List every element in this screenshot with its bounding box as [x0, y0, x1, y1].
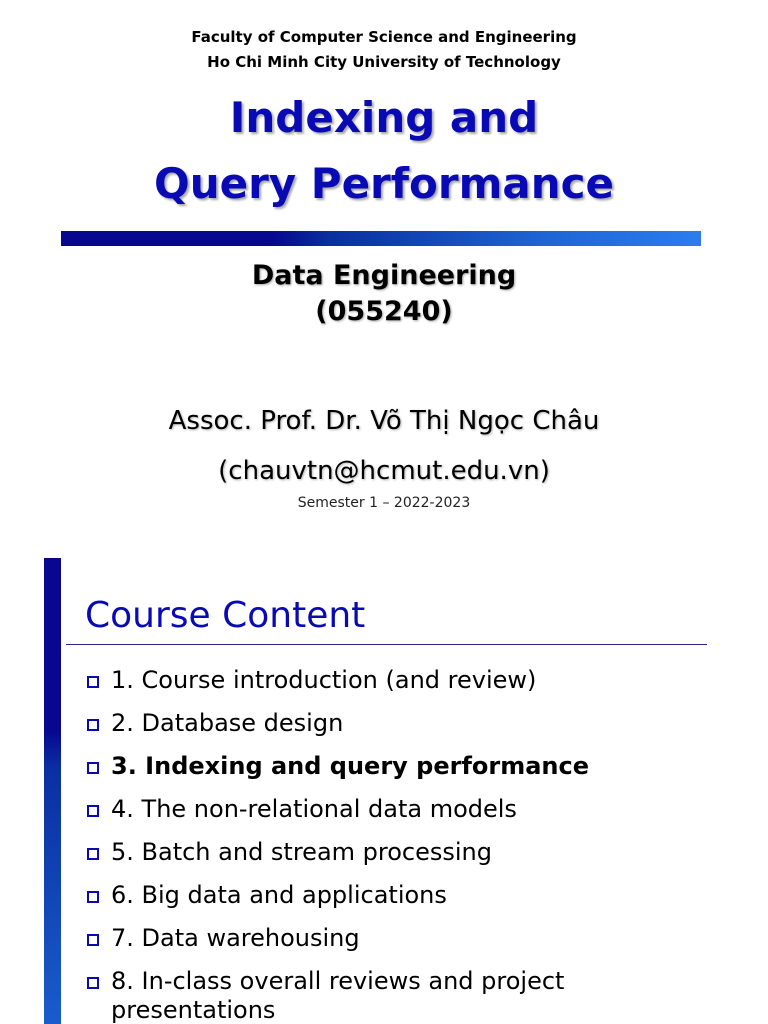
course-content-slide	[0, 558, 768, 1024]
hollow-square-icon	[87, 762, 99, 774]
presentation-title	[0, 85, 768, 217]
list-item-label: 5. Batch and stream processing	[111, 838, 492, 866]
hollow-square-icon	[87, 676, 99, 688]
list-item	[87, 709, 727, 752]
university-name: Ho Chi Minh City University of Technology	[207, 53, 561, 71]
hollow-square-icon	[87, 719, 99, 731]
title-divider-bar	[61, 231, 701, 246]
title-underline	[66, 644, 707, 645]
hollow-square-icon	[87, 891, 99, 903]
list-item-current	[87, 752, 727, 795]
list-item-label: 6. Big data and applications	[111, 881, 447, 909]
list-item	[87, 967, 727, 1024]
list-item-label: 7. Data warehousing	[111, 924, 360, 952]
author-email: (chauvtn@hcmut.edu.vn)	[218, 456, 550, 486]
hollow-square-icon	[87, 977, 99, 989]
list-item	[87, 881, 727, 924]
title-line-2: Query Performance	[153, 159, 614, 208]
faculty-name: Faculty of Computer Science and Engineering	[191, 28, 577, 46]
slide-accent-bar	[44, 558, 61, 1024]
course-name	[0, 258, 768, 330]
hollow-square-icon	[87, 848, 99, 860]
hollow-square-icon	[87, 934, 99, 946]
list-item-label: 4. The non-relational data models	[111, 795, 517, 823]
author-name: Assoc. Prof. Dr. Võ Thị Ngọc Châu	[168, 406, 600, 436]
list-item	[87, 838, 727, 881]
slide-title: Course Content	[85, 595, 366, 636]
author-block	[0, 396, 768, 496]
title-line-1: Indexing and	[229, 93, 539, 142]
list-item-label: 1. Course introduction (and review)	[111, 666, 537, 694]
list-item	[87, 795, 727, 838]
list-item	[87, 666, 727, 709]
hollow-square-icon	[87, 805, 99, 817]
course-title: Data Engineering	[251, 260, 517, 291]
list-item-label: 3. Indexing and query performance	[111, 752, 590, 780]
list-item	[87, 924, 727, 967]
course-content-list	[87, 666, 727, 1024]
semester-label: Semester 1 – 2022-2023	[297, 495, 471, 511]
faculty-header	[0, 25, 768, 75]
course-code: (055240)	[315, 296, 453, 327]
list-item-label: 8. In-class overall reviews and project presentations	[111, 967, 565, 1024]
list-item-label: 2. Database design	[111, 709, 344, 737]
